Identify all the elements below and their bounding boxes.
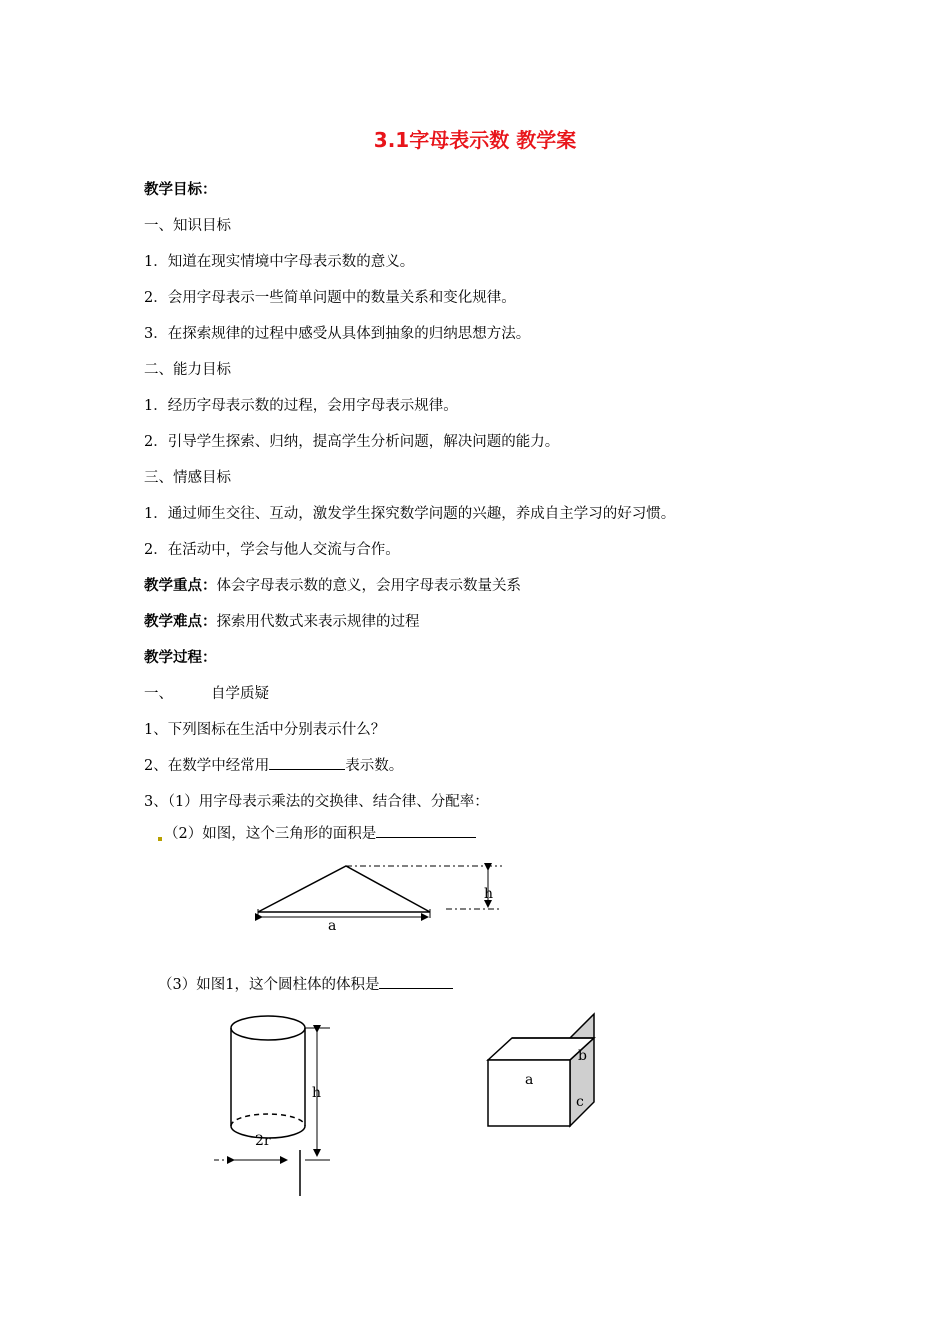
- emotion-heading: 三、情感目标: [144, 470, 231, 486]
- objectives-heading: 教学目标：: [144, 182, 217, 198]
- cuboid-b-label: b: [578, 1048, 587, 1064]
- difficult-point-label: 教学难点：: [144, 614, 217, 630]
- section1-title: 自学质疑: [211, 686, 269, 702]
- ability-item-1: 1．经历字母表示数的过程，会用字母表示规律。: [144, 398, 458, 414]
- key-point-label: 教学重点：: [144, 578, 217, 594]
- question-2-suffix: 表示数。: [345, 758, 404, 774]
- section1-number: 一、: [144, 686, 173, 702]
- cylinder-figure: [214, 1016, 330, 1196]
- cylinder-diameter-label: 2r: [255, 1133, 271, 1149]
- ability-heading: 二、能力目标: [144, 362, 231, 378]
- knowledge-item-1: 1．知道在现实情境中字母表示数的意义。: [144, 254, 415, 270]
- triangle-figure: [258, 866, 502, 934]
- knowledge-item-2: 2．会用字母表示一些简单问题中的数量关系和变化规律。: [144, 290, 516, 306]
- cuboid-c-label: c: [576, 1094, 584, 1110]
- knowledge-item-3: 3．在探索规律的过程中感受从具体到抽象的归纳思想方法。: [144, 326, 531, 342]
- page-title: 3.1字母表示数 教学案: [373, 128, 577, 152]
- question-3-2-text: （2）如图，这个三角形的面积是: [164, 826, 377, 842]
- ability-item-2: 2．引导学生探索、归纳，提高学生分析问题，解决问题的能力。: [144, 434, 560, 450]
- question-2-prefix: 2、在数学中经常用: [144, 758, 270, 774]
- question-3-3-text: （3）如图1，这个圆柱体的体积是: [158, 977, 380, 993]
- cuboid-a-label: a: [525, 1072, 534, 1088]
- process-heading: 教学过程：: [144, 650, 217, 666]
- triangle-base-label: a: [328, 918, 337, 934]
- cylinder-height-label: h: [312, 1085, 322, 1101]
- cylinder-top: [231, 1016, 305, 1040]
- knowledge-heading: 一、知识目标: [144, 218, 231, 234]
- question-1: 1、下列图标在生活中分别表示什么？: [144, 722, 386, 738]
- difficult-point-text: 探索用代数式来表示规律的过程: [216, 614, 420, 630]
- question-3-1: 3、（1）用字母表示乘法的交换律、结合律、分配率：: [144, 794, 489, 810]
- emotion-item-2: 2．在活动中，学会与他人交流与合作。: [144, 542, 400, 558]
- cylinder-bottom-back: [231, 1114, 305, 1126]
- cuboid-front-face: [488, 1060, 570, 1126]
- cuboid-figure: [488, 1014, 594, 1126]
- triangle-height-label: h: [484, 886, 494, 902]
- key-point-text: 体会字母表示数的意义，会用字母表示数量关系: [216, 578, 521, 594]
- triangle-shape: [258, 866, 430, 912]
- emotion-item-1: 1．通过师生交往、互动，激发学生探究数学问题的兴趣，养成自主学习的好习惯。: [144, 506, 676, 522]
